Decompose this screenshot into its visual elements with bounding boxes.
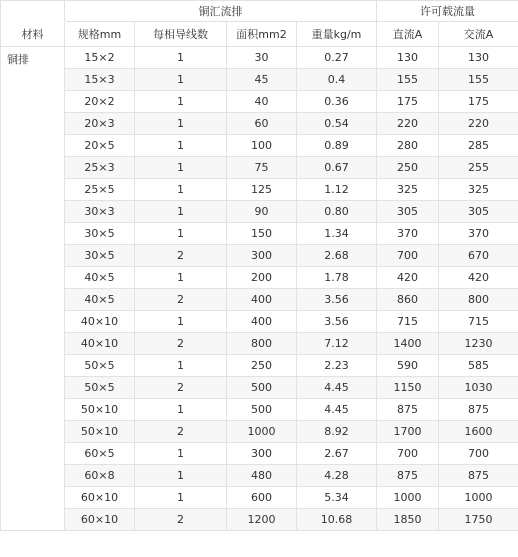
- table-cell: 1150: [377, 377, 439, 399]
- table-cell: 40×10: [65, 333, 135, 355]
- table-cell: 285: [439, 135, 518, 157]
- table-row: [1, 399, 518, 421]
- header-group-current: 许可载流量: [377, 1, 518, 22]
- table-cell: 715: [377, 311, 439, 333]
- table-cell: 15×3: [65, 69, 135, 91]
- table-cell: 300: [227, 245, 297, 267]
- table-cell: 2: [135, 333, 227, 355]
- table-cell: 3.56: [297, 289, 377, 311]
- column-header: 直流A: [377, 22, 439, 47]
- table-row: [1, 201, 518, 223]
- table-cell: 700: [377, 443, 439, 465]
- table-cell: 1: [135, 47, 227, 69]
- table-cell: 50×5: [65, 355, 135, 377]
- table-cell: 1.78: [297, 267, 377, 289]
- table-cell: 255: [439, 157, 518, 179]
- table-cell: 1: [135, 487, 227, 509]
- table-cell: 480: [227, 465, 297, 487]
- table-cell: 2: [135, 377, 227, 399]
- table-cell: 1: [135, 465, 227, 487]
- table-cell: 0.54: [297, 113, 377, 135]
- table-cell: 60: [227, 113, 297, 135]
- table-cell: 1: [135, 355, 227, 377]
- table-cell: 2: [135, 289, 227, 311]
- table-cell: 2: [135, 509, 227, 531]
- table-cell: 1230: [439, 333, 518, 355]
- table-cell: 0.89: [297, 135, 377, 157]
- table-cell: 125: [227, 179, 297, 201]
- table-cell: 875: [439, 399, 518, 421]
- table-cell: 4.45: [297, 377, 377, 399]
- table-cell: 800: [439, 289, 518, 311]
- table-cell: 50×10: [65, 399, 135, 421]
- table-cell: 1: [135, 443, 227, 465]
- table-cell: 90: [227, 201, 297, 223]
- table-cell: 1: [135, 311, 227, 333]
- table-cell: 60×10: [65, 509, 135, 531]
- table-cell: 200: [227, 267, 297, 289]
- table-cell: 420: [439, 267, 518, 289]
- table-cell: 1.34: [297, 223, 377, 245]
- table-row: [1, 69, 518, 91]
- table-cell: 45: [227, 69, 297, 91]
- table-cell: 400: [227, 289, 297, 311]
- table-body: [1, 47, 518, 531]
- table-cell: 305: [377, 201, 439, 223]
- table-row: [1, 135, 518, 157]
- table-cell: 280: [377, 135, 439, 157]
- table-cell: 1: [135, 179, 227, 201]
- column-header: 面积mm2: [227, 22, 297, 47]
- table-cell: 2.23: [297, 355, 377, 377]
- table-cell: 30×5: [65, 245, 135, 267]
- table-row: [1, 311, 518, 333]
- table-cell: 1: [135, 267, 227, 289]
- table-cell: 20×5: [65, 135, 135, 157]
- table-row: [1, 245, 518, 267]
- table-cell: 130: [377, 47, 439, 69]
- table-cell: 325: [439, 179, 518, 201]
- table-cell: 30×5: [65, 223, 135, 245]
- column-header: 每相导线数: [135, 22, 227, 47]
- table-row: [1, 91, 518, 113]
- table-cell: 1: [135, 69, 227, 91]
- table-cell: 20×2: [65, 91, 135, 113]
- table-cell: 60×5: [65, 443, 135, 465]
- table-cell: 0.27: [297, 47, 377, 69]
- column-header: 重量kg/m: [297, 22, 377, 47]
- table-cell: 4.28: [297, 465, 377, 487]
- table-cell: 5.34: [297, 487, 377, 509]
- table-cell: 175: [439, 91, 518, 113]
- table-cell: 30×3: [65, 201, 135, 223]
- header-group-busbar: 铜汇流排: [65, 1, 377, 22]
- table-cell: 1: [135, 157, 227, 179]
- table-cell: 1600: [439, 421, 518, 443]
- table-cell: 875: [377, 465, 439, 487]
- table-cell: 370: [439, 223, 518, 245]
- table-cell: 20×3: [65, 113, 135, 135]
- table-cell: 2: [135, 245, 227, 267]
- table-cell: 3.56: [297, 311, 377, 333]
- table-cell: 250: [377, 157, 439, 179]
- table-cell: 7.12: [297, 333, 377, 355]
- table-cell: 2: [135, 421, 227, 443]
- table-cell: 0.4: [297, 69, 377, 91]
- table-cell: 1: [135, 113, 227, 135]
- table-cell: 1: [135, 223, 227, 245]
- table-row: [1, 289, 518, 311]
- table-cell: 75: [227, 157, 297, 179]
- table-row: [1, 47, 518, 69]
- table-cell: 10.68: [297, 509, 377, 531]
- column-header: 规格mm: [65, 22, 135, 47]
- table-cell: 1200: [227, 509, 297, 531]
- table-cell: 15×2: [65, 47, 135, 69]
- table-row: [1, 179, 518, 201]
- table-row: [1, 223, 518, 245]
- table-cell: 875: [439, 465, 518, 487]
- table-cell: 590: [377, 355, 439, 377]
- table-cell: 420: [377, 267, 439, 289]
- table-cell: 2.67: [297, 443, 377, 465]
- table-cell: 500: [227, 377, 297, 399]
- table-cell: 155: [439, 69, 518, 91]
- table-cell: 2.68: [297, 245, 377, 267]
- column-header: 交流A: [439, 22, 518, 47]
- table-cell: 0.80: [297, 201, 377, 223]
- table-cell: 40×5: [65, 289, 135, 311]
- table-cell: 60×8: [65, 465, 135, 487]
- table-cell: 0.67: [297, 157, 377, 179]
- header-group-row: [1, 1, 518, 22]
- table-cell: 50×5: [65, 377, 135, 399]
- table-cell: 670: [439, 245, 518, 267]
- table-cell: 1.12: [297, 179, 377, 201]
- table-row: [1, 355, 518, 377]
- table-cell: 8.92: [297, 421, 377, 443]
- table-cell: 1750: [439, 509, 518, 531]
- table-row: [1, 267, 518, 289]
- table-cell: 130: [439, 47, 518, 69]
- table-cell: 40×10: [65, 311, 135, 333]
- table-cell: 1000: [377, 487, 439, 509]
- table-cell: 25×5: [65, 179, 135, 201]
- table-cell: 1700: [377, 421, 439, 443]
- table-cell: 875: [377, 399, 439, 421]
- table-cell: 715: [439, 311, 518, 333]
- table-cell: 800: [227, 333, 297, 355]
- table-cell: 1000: [227, 421, 297, 443]
- table-cell: 600: [227, 487, 297, 509]
- table-cell: 1850: [377, 509, 439, 531]
- table-cell: 25×3: [65, 157, 135, 179]
- table-cell: 155: [377, 69, 439, 91]
- table-row: [1, 509, 518, 531]
- table-row: [1, 333, 518, 355]
- table-row: [1, 443, 518, 465]
- table-cell: 250: [227, 355, 297, 377]
- table-row: [1, 113, 518, 135]
- table-cell: 100: [227, 135, 297, 157]
- header-column-row: [1, 22, 518, 47]
- table-cell: 0.36: [297, 91, 377, 113]
- table-cell: 40×5: [65, 267, 135, 289]
- table-cell: 1: [135, 135, 227, 157]
- table-cell: 1: [135, 399, 227, 421]
- table-cell: 150: [227, 223, 297, 245]
- table-cell: 60×10: [65, 487, 135, 509]
- table-cell: 370: [377, 223, 439, 245]
- table-row: [1, 157, 518, 179]
- table-cell: 30: [227, 47, 297, 69]
- table-cell: 1000: [439, 487, 518, 509]
- table-cell: 1030: [439, 377, 518, 399]
- column-header: 材料: [1, 22, 65, 47]
- table-cell: 585: [439, 355, 518, 377]
- table-row: [1, 487, 518, 509]
- table-cell: 400: [227, 311, 297, 333]
- table-cell: 1400: [377, 333, 439, 355]
- table-cell: 50×10: [65, 421, 135, 443]
- table-cell: 220: [439, 113, 518, 135]
- table-cell: 175: [377, 91, 439, 113]
- table-cell: 300: [227, 443, 297, 465]
- table-cell: 700: [439, 443, 518, 465]
- table-row: [1, 421, 518, 443]
- table-cell: 325: [377, 179, 439, 201]
- table-cell: 1: [135, 201, 227, 223]
- table-cell: 700: [377, 245, 439, 267]
- table-cell: 500: [227, 399, 297, 421]
- table-cell: 305: [439, 201, 518, 223]
- table-cell: 1: [135, 91, 227, 113]
- table-cell: 40: [227, 91, 297, 113]
- material-cell: 铜排: [1, 47, 65, 531]
- header-spacer: [1, 1, 65, 22]
- table-row: [1, 377, 518, 399]
- table-cell: 860: [377, 289, 439, 311]
- table-row: [1, 465, 518, 487]
- table-cell: 4.45: [297, 399, 377, 421]
- table-cell: 220: [377, 113, 439, 135]
